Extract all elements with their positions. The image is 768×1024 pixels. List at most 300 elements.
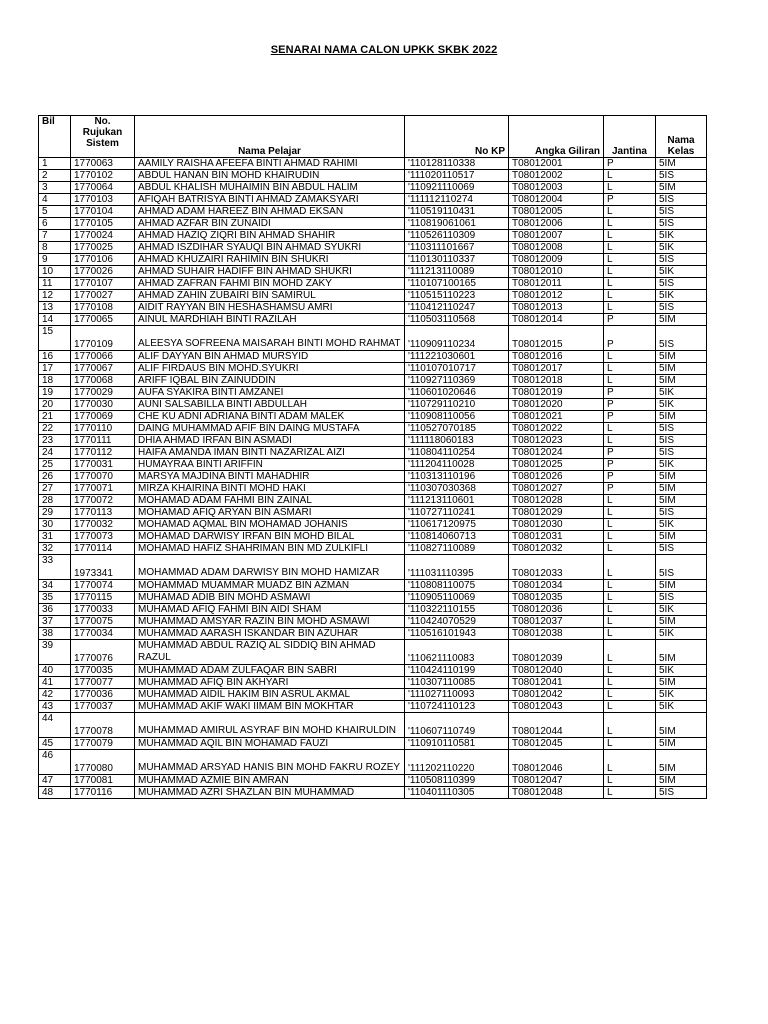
cell-nokp: '111213110089 xyxy=(405,266,509,278)
cell-kelas: 5IM xyxy=(656,375,707,387)
cell-angka-giliran: T08012004 xyxy=(509,194,604,206)
cell-jantina: L xyxy=(604,580,656,592)
cell-jantina: L xyxy=(604,775,656,787)
cell-rujukan: 1770070 xyxy=(71,471,135,483)
cell-kelas: 5IK xyxy=(656,604,707,616)
cell-jantina: L xyxy=(604,507,656,519)
cell-rujukan: 1770030 xyxy=(71,399,135,411)
cell-jantina: L xyxy=(604,640,656,665)
table-row xyxy=(39,604,707,616)
cell-kelas: 5IM xyxy=(656,677,707,689)
cell-bil: 4 xyxy=(39,194,71,206)
cell-angka-giliran: T08012042 xyxy=(509,689,604,701)
cell-rujukan: 1770029 xyxy=(71,387,135,399)
cell-angka-giliran: T08012015 xyxy=(509,326,604,351)
cell-nama: ALEESYA SOFREENA MAISARAH BINTI MOHD RAHMAT xyxy=(135,326,405,351)
cell-jantina: L xyxy=(604,738,656,750)
cell-nokp: '110724110123 xyxy=(405,701,509,713)
cell-angka-giliran: T08012007 xyxy=(509,230,604,242)
cell-nokp: '111202110220 xyxy=(405,750,509,775)
cell-rujukan: 1770067 xyxy=(71,363,135,375)
cell-jantina: L xyxy=(604,665,656,677)
cell-jantina: P xyxy=(604,158,656,170)
cell-nokp: '110313110196 xyxy=(405,471,509,483)
cell-bil: 45 xyxy=(39,738,71,750)
cell-angka-giliran: T08012033 xyxy=(509,555,604,580)
cell-rujukan: 1770071 xyxy=(71,483,135,495)
table-row xyxy=(39,302,707,314)
cell-kelas: 5IM xyxy=(656,495,707,507)
table-row xyxy=(39,677,707,689)
cell-nokp: '110519110431 xyxy=(405,206,509,218)
cell-angka-giliran: T08012010 xyxy=(509,266,604,278)
table-row xyxy=(39,254,707,266)
cell-angka-giliran: T08012014 xyxy=(509,314,604,326)
cell-bil: 2 xyxy=(39,170,71,182)
cell-rujukan: 1770103 xyxy=(71,194,135,206)
cell-nokp: '110617120975 xyxy=(405,519,509,531)
cell-nama: AAMILY RAISHA AFEEFA BINTI AHMAD RAHIMI xyxy=(135,158,405,170)
cell-nokp: '111204110028 xyxy=(405,459,509,471)
cell-nokp: '111031110395 xyxy=(405,555,509,580)
cell-angka-giliran: T08012039 xyxy=(509,640,604,665)
cell-kelas: 5IS xyxy=(656,592,707,604)
cell-jantina: L xyxy=(604,787,656,799)
cell-kelas: 5IM xyxy=(656,640,707,665)
table-row xyxy=(39,640,707,665)
cell-nokp: '110927110369 xyxy=(405,375,509,387)
cell-rujukan: 1770116 xyxy=(71,787,135,799)
cell-rujukan: 1770066 xyxy=(71,351,135,363)
cell-nama: AINUL MARDHIAH BINTI RAZILAH xyxy=(135,314,405,326)
table-row xyxy=(39,314,707,326)
header-kelas-line-1: Nama xyxy=(667,135,695,146)
cell-jantina: P xyxy=(604,411,656,423)
cell-kelas: 5IS xyxy=(656,543,707,555)
cell-rujukan: 1770106 xyxy=(71,254,135,266)
cell-rujukan: 1770108 xyxy=(71,302,135,314)
cell-angka-giliran: T08012029 xyxy=(509,507,604,519)
cell-bil: 21 xyxy=(39,411,71,423)
table-row xyxy=(39,435,707,447)
cell-rujukan: 1770069 xyxy=(71,411,135,423)
cell-jantina: L xyxy=(604,750,656,775)
table-row xyxy=(39,507,707,519)
cell-nama: AHMAD ZAHIN ZUBAIRI BIN SAMIRUL xyxy=(135,290,405,302)
cell-bil: 29 xyxy=(39,507,71,519)
cell-bil: 1 xyxy=(39,158,71,170)
cell-nama: AHMAD AZFAR BIN ZUNAIDI xyxy=(135,218,405,230)
cell-bil: 33 xyxy=(39,555,71,580)
cell-jantina: L xyxy=(604,206,656,218)
cell-kelas: 5IM xyxy=(656,738,707,750)
cell-jantina: L xyxy=(604,242,656,254)
cell-bil: 37 xyxy=(39,616,71,628)
cell-nokp: '110808110075 xyxy=(405,580,509,592)
cell-kelas: 5IK xyxy=(656,242,707,254)
cell-bil: 5 xyxy=(39,206,71,218)
cell-rujukan: 1770107 xyxy=(71,278,135,290)
table-row xyxy=(39,750,707,775)
cell-kelas: 5IS xyxy=(656,507,707,519)
cell-kelas: 5IK xyxy=(656,290,707,302)
cell-nama: AFIQAH BATRISYA BINTI AHMAD ZAMAKSYARI xyxy=(135,194,405,206)
cell-nama: AHMAD ISZDIHAR SYAUQI BIN AHMAD SYUKRI xyxy=(135,242,405,254)
cell-jantina: P xyxy=(604,471,656,483)
cell-nokp: '111213110601 xyxy=(405,495,509,507)
cell-rujukan: 1770072 xyxy=(71,495,135,507)
cell-nama: MIRZA KHAIRINA BINTI MOHD HAKI xyxy=(135,483,405,495)
cell-jantina: P xyxy=(604,326,656,351)
cell-kelas: 5IM xyxy=(656,363,707,375)
cell-nokp: '110827110089 xyxy=(405,543,509,555)
cell-nokp: '110107010717 xyxy=(405,363,509,375)
cell-rujukan: 1770025 xyxy=(71,242,135,254)
table-row xyxy=(39,266,707,278)
cell-rujukan: 1770080 xyxy=(71,750,135,775)
cell-kelas: 5IS xyxy=(656,278,707,290)
cell-nama: MUHAMAD AFIQ FAHMI BIN AIDI SHAM xyxy=(135,604,405,616)
cell-nokp: '110412110247 xyxy=(405,302,509,314)
cell-bil: 46 xyxy=(39,750,71,775)
table-row xyxy=(39,290,707,302)
cell-nokp: '110322110155 xyxy=(405,604,509,616)
cell-kelas: 5IS xyxy=(656,555,707,580)
cell-nama: ALIF FIRDAUS BIN MOHD.SYUKRI xyxy=(135,363,405,375)
cell-rujukan: 1770034 xyxy=(71,628,135,640)
cell-rujukan: 1770111 xyxy=(71,435,135,447)
cell-jantina: L xyxy=(604,375,656,387)
cell-rujukan: 1770076 xyxy=(71,640,135,665)
cell-jantina: L xyxy=(604,182,656,194)
cell-angka-giliran: T08012020 xyxy=(509,399,604,411)
table-row xyxy=(39,701,707,713)
table-row xyxy=(39,628,707,640)
cell-angka-giliran: T08012008 xyxy=(509,242,604,254)
cell-angka-giliran: T08012037 xyxy=(509,616,604,628)
cell-nama: AHMAD ADAM HAREEZ BIN AHMAD EKSAN xyxy=(135,206,405,218)
cell-kelas: 5IS xyxy=(656,423,707,435)
cell-nokp: '110307030368 xyxy=(405,483,509,495)
table-row xyxy=(39,459,707,471)
table-row xyxy=(39,616,707,628)
cell-bil: 25 xyxy=(39,459,71,471)
cell-angka-giliran: T08012043 xyxy=(509,701,604,713)
cell-bil: 7 xyxy=(39,230,71,242)
cell-bil: 16 xyxy=(39,351,71,363)
cell-kelas: 5IK xyxy=(656,701,707,713)
cell-rujukan: 1770027 xyxy=(71,290,135,302)
cell-angka-giliran: T08012032 xyxy=(509,543,604,555)
cell-jantina: L xyxy=(604,628,656,640)
cell-nokp: '110107100165 xyxy=(405,278,509,290)
cell-angka-giliran: T08012041 xyxy=(509,677,604,689)
cell-angka-giliran: T08012002 xyxy=(509,170,604,182)
cell-kelas: 5IM xyxy=(656,713,707,738)
cell-nokp: '110516101943 xyxy=(405,628,509,640)
cell-jantina: L xyxy=(604,677,656,689)
table-row xyxy=(39,543,707,555)
table-body xyxy=(39,158,707,799)
cell-kelas: 5IM xyxy=(656,471,707,483)
cell-rujukan: 1770031 xyxy=(71,459,135,471)
header-bil: Bil xyxy=(39,116,71,158)
table-row xyxy=(39,495,707,507)
cell-kelas: 5IK xyxy=(656,387,707,399)
cell-nama: AHMAD ZAFRAN FAHMI BIN MOHD ZAKY xyxy=(135,278,405,290)
cell-bil: 38 xyxy=(39,628,71,640)
cell-jantina: L xyxy=(604,423,656,435)
cell-angka-giliran: T08012046 xyxy=(509,750,604,775)
cell-jantina: L xyxy=(604,290,656,302)
cell-kelas: 5IK xyxy=(656,230,707,242)
cell-kelas: 5IM xyxy=(656,580,707,592)
cell-nokp: '110908110056 xyxy=(405,411,509,423)
cell-bil: 11 xyxy=(39,278,71,290)
cell-nama: MUHAMMAD AKIF WAKI IIMAM BIN MOKHTAR xyxy=(135,701,405,713)
cell-bil: 47 xyxy=(39,775,71,787)
cell-rujukan: 1770033 xyxy=(71,604,135,616)
cell-angka-giliran: T08012013 xyxy=(509,302,604,314)
cell-jantina: L xyxy=(604,555,656,580)
cell-kelas: 5IK xyxy=(656,399,707,411)
cell-nama: ABDUL HANAN BIN MOHD KHAIRUDIN xyxy=(135,170,405,182)
cell-bil: 34 xyxy=(39,580,71,592)
cell-kelas: 5IM xyxy=(656,158,707,170)
cell-bil: 39 xyxy=(39,640,71,665)
table-row xyxy=(39,194,707,206)
cell-jantina: L xyxy=(604,435,656,447)
cell-nokp: '110128110338 xyxy=(405,158,509,170)
cell-rujukan: 1770035 xyxy=(71,665,135,677)
document-title: SENARAI NAMA CALON UPKK SKBK 2022 xyxy=(270,44,498,56)
cell-bil: 48 xyxy=(39,787,71,799)
candidate-table xyxy=(38,115,707,799)
cell-nama: AHMAD KHUZAIRI RAHIMIN BIN SHUKRI xyxy=(135,254,405,266)
table-row xyxy=(39,592,707,604)
cell-kelas: 5IS xyxy=(656,447,707,459)
cell-kelas: 5IM xyxy=(656,411,707,423)
cell-nokp: '111118060183 xyxy=(405,435,509,447)
cell-angka-giliran: T08012012 xyxy=(509,290,604,302)
table-row xyxy=(39,182,707,194)
table-header xyxy=(39,116,707,158)
table-row xyxy=(39,326,707,351)
cell-jantina: L xyxy=(604,218,656,230)
cell-rujukan: 1770102 xyxy=(71,170,135,182)
cell-kelas: 5IS xyxy=(656,326,707,351)
table-row xyxy=(39,738,707,750)
table-row xyxy=(39,447,707,459)
cell-jantina: P xyxy=(604,387,656,399)
header-jantina: Jantina xyxy=(604,116,656,158)
header-nokp: No KP xyxy=(405,116,509,158)
cell-angka-giliran: T08012045 xyxy=(509,738,604,750)
header-row xyxy=(39,116,707,158)
cell-kelas: 5IK xyxy=(656,628,707,640)
cell-bil: 12 xyxy=(39,290,71,302)
cell-kelas: 5IS xyxy=(656,787,707,799)
cell-bil: 15 xyxy=(39,326,71,351)
cell-rujukan: 1770073 xyxy=(71,531,135,543)
cell-nokp: '110515110223 xyxy=(405,290,509,302)
cell-rujukan: 1770026 xyxy=(71,266,135,278)
cell-rujukan: 1770109 xyxy=(71,326,135,351)
cell-bil: 43 xyxy=(39,701,71,713)
cell-nokp: '110621110083 xyxy=(405,640,509,665)
table-row xyxy=(39,363,707,375)
cell-angka-giliran: T08012005 xyxy=(509,206,604,218)
cell-angka-giliran: T08012047 xyxy=(509,775,604,787)
cell-kelas: 5IM xyxy=(656,616,707,628)
table-row xyxy=(39,580,707,592)
header-nama: Nama Pelajar xyxy=(135,116,405,158)
table-row xyxy=(39,713,707,738)
cell-jantina: L xyxy=(604,351,656,363)
cell-angka-giliran: T08012024 xyxy=(509,447,604,459)
cell-nokp: '110814060713 xyxy=(405,531,509,543)
cell-rujukan: 1770104 xyxy=(71,206,135,218)
cell-kelas: 5IS xyxy=(656,435,707,447)
table-row xyxy=(39,230,707,242)
cell-nokp: '110526110309 xyxy=(405,230,509,242)
cell-jantina: L xyxy=(604,230,656,242)
cell-nama: CHE KU ADNI ADRIANA BINTI ADAM MALEK xyxy=(135,411,405,423)
cell-bil: 14 xyxy=(39,314,71,326)
cell-nokp: '110508110399 xyxy=(405,775,509,787)
cell-jantina: L xyxy=(604,543,656,555)
cell-nokp: '110905110069 xyxy=(405,592,509,604)
cell-jantina: P xyxy=(604,194,656,206)
cell-bil: 32 xyxy=(39,543,71,555)
cell-nama: MOHAMAD DARWISY IRFAN BIN MOHD BILAL xyxy=(135,531,405,543)
header-rujukan-line-2: Rujukan xyxy=(82,127,123,138)
cell-nama: HAIFA AMANDA IMAN BINTI NAZARIZAL AIZI xyxy=(135,447,405,459)
cell-jantina: P xyxy=(604,314,656,326)
cell-bil: 24 xyxy=(39,447,71,459)
cell-nokp: '111027110093 xyxy=(405,689,509,701)
cell-nama: MOHAMMAD ADAM DARWISY BIN MOHD HAMIZAR xyxy=(135,555,405,580)
cell-bil: 13 xyxy=(39,302,71,314)
cell-angka-giliran: T08012019 xyxy=(509,387,604,399)
cell-angka-giliran: T08012030 xyxy=(509,519,604,531)
cell-rujukan: 1770078 xyxy=(71,713,135,738)
cell-kelas: 5IM xyxy=(656,775,707,787)
cell-nokp: '110910110581 xyxy=(405,738,509,750)
cell-nama: DHIA AHMAD IRFAN BIN ASMADI xyxy=(135,435,405,447)
cell-angka-giliran: T08012027 xyxy=(509,483,604,495)
cell-kelas: 5IM xyxy=(656,182,707,194)
table-row xyxy=(39,387,707,399)
cell-nama: MUHAMMAD AZRI SHAZLAN BIN MUHAMMAD xyxy=(135,787,405,799)
cell-nokp: '110601020646 xyxy=(405,387,509,399)
cell-jantina: L xyxy=(604,616,656,628)
cell-rujukan: 1770113 xyxy=(71,507,135,519)
cell-angka-giliran: T08012035 xyxy=(509,592,604,604)
cell-angka-giliran: T08012022 xyxy=(509,423,604,435)
cell-rujukan: 1770032 xyxy=(71,519,135,531)
cell-jantina: L xyxy=(604,519,656,531)
cell-kelas: 5IK xyxy=(656,689,707,701)
table-row xyxy=(39,555,707,580)
table-row xyxy=(39,787,707,799)
cell-rujukan: 1770063 xyxy=(71,158,135,170)
cell-rujukan: 1770114 xyxy=(71,543,135,555)
table-row xyxy=(39,531,707,543)
cell-angka-giliran: T08012011 xyxy=(509,278,604,290)
cell-bil: 6 xyxy=(39,218,71,230)
table-row xyxy=(39,665,707,677)
table-row xyxy=(39,423,707,435)
cell-rujukan: 1770074 xyxy=(71,580,135,592)
cell-angka-giliran: T08012040 xyxy=(509,665,604,677)
cell-jantina: L xyxy=(604,170,656,182)
cell-rujukan: 1770115 xyxy=(71,592,135,604)
table-row xyxy=(39,158,707,170)
cell-angka-giliran: T08012034 xyxy=(509,580,604,592)
cell-nama: MUHAMMAD AARASH ISKANDAR BIN AZUHAR xyxy=(135,628,405,640)
cell-nama: AUNI SALSABILLA BINTI ABDULLAH xyxy=(135,399,405,411)
cell-bil: 18 xyxy=(39,375,71,387)
cell-kelas: 5IK xyxy=(656,266,707,278)
cell-nama: MUHAMMAD ABDUL RAZIQ AL SIDDIQ BIN AHMAD RAZUL xyxy=(135,640,405,665)
cell-bil: 22 xyxy=(39,423,71,435)
cell-bil: 44 xyxy=(39,713,71,738)
table-row xyxy=(39,278,707,290)
header-kelas xyxy=(656,116,707,158)
cell-jantina: L xyxy=(604,363,656,375)
cell-jantina: L xyxy=(604,266,656,278)
cell-nokp: '110130110337 xyxy=(405,254,509,266)
cell-kelas: 5IM xyxy=(656,483,707,495)
cell-angka-giliran: T08012003 xyxy=(509,182,604,194)
table-row xyxy=(39,411,707,423)
cell-angka-giliran: T08012009 xyxy=(509,254,604,266)
cell-nokp: '110503110568 xyxy=(405,314,509,326)
cell-rujukan: 1973341 xyxy=(71,555,135,580)
cell-rujukan: 1770036 xyxy=(71,689,135,701)
cell-bil: 31 xyxy=(39,531,71,543)
cell-nama: MOHAMAD ADAM FAHMI BIN ZAINAL xyxy=(135,495,405,507)
cell-angka-giliran: T08012028 xyxy=(509,495,604,507)
cell-rujukan: 1770112 xyxy=(71,447,135,459)
table-row xyxy=(39,242,707,254)
cell-nama: MUHAMMAD AZMIE BIN AMRAN xyxy=(135,775,405,787)
cell-nama: AUFA SYAKIRA BINTI AMZANEI xyxy=(135,387,405,399)
cell-bil: 35 xyxy=(39,592,71,604)
table-row xyxy=(39,689,707,701)
cell-nokp: '110527070185 xyxy=(405,423,509,435)
table-row xyxy=(39,775,707,787)
cell-nokp: '110909110234 xyxy=(405,326,509,351)
cell-bil: 19 xyxy=(39,387,71,399)
cell-jantina: L xyxy=(604,254,656,266)
cell-bil: 10 xyxy=(39,266,71,278)
cell-nama: MUHAMAD ADIB BIN MOHD ASMAWI xyxy=(135,592,405,604)
cell-kelas: 5IK xyxy=(656,665,707,677)
header-rujukan-line-1: No. xyxy=(94,116,111,127)
header-rujukan-line-3: Sistem xyxy=(86,138,119,149)
cell-jantina: L xyxy=(604,689,656,701)
cell-rujukan: 1770037 xyxy=(71,701,135,713)
cell-nama: AHMAD HAZIQ ZIQRI BIN AHMAD SHAHIR xyxy=(135,230,405,242)
cell-bil: 42 xyxy=(39,689,71,701)
cell-kelas: 5IM xyxy=(656,351,707,363)
cell-jantina: L xyxy=(604,495,656,507)
cell-rujukan: 1770105 xyxy=(71,218,135,230)
cell-bil: 30 xyxy=(39,519,71,531)
header-angka: Angka Giliran xyxy=(509,116,604,158)
